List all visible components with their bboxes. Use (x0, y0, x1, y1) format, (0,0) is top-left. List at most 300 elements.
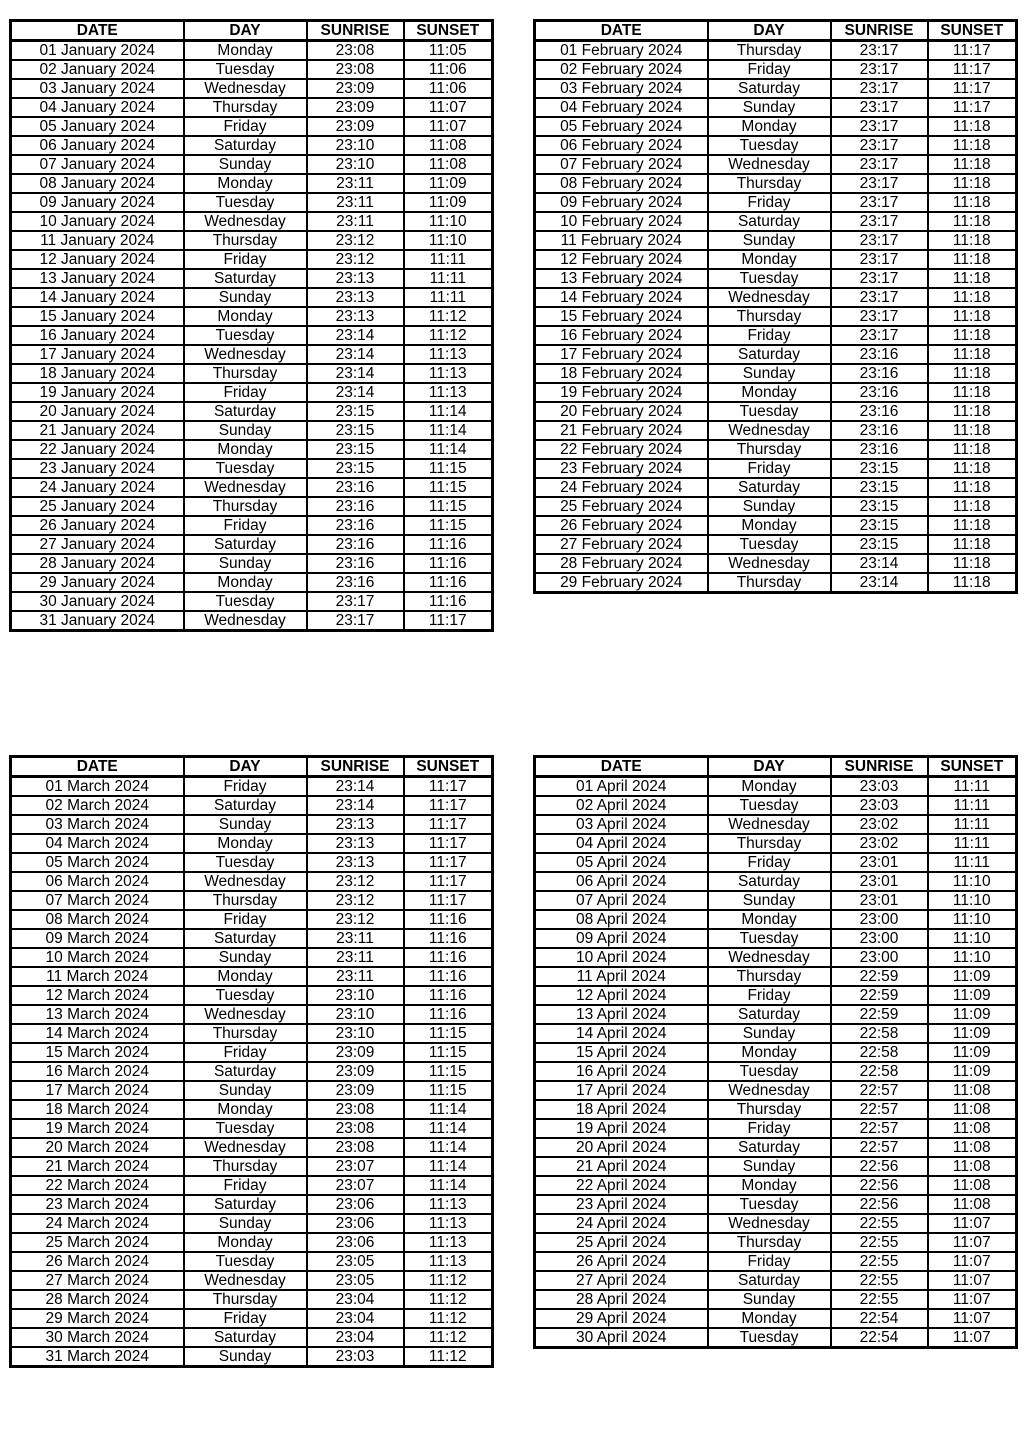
day-cell: Sunday (184, 815, 307, 834)
sunrise-cell: 22:54 (831, 1309, 928, 1328)
table-row (11, 155, 493, 174)
day-cell: Tuesday (708, 929, 831, 948)
day-cell: Thursday (184, 1024, 307, 1043)
day-cell: Monday (184, 440, 307, 459)
table-row (535, 1157, 1017, 1176)
sunset-cell: 11:05 (404, 41, 493, 61)
day-cell: Monday (184, 834, 307, 853)
sunset-cell: 11:10 (928, 948, 1017, 967)
sunrise-cell: 23:04 (307, 1328, 404, 1347)
sunrise-cell: 23:17 (307, 611, 404, 631)
sunrise-cell: 22:56 (831, 1157, 928, 1176)
date-cell: 24 February 2024 (535, 478, 708, 497)
sunrise-cell: 23:10 (307, 155, 404, 174)
date-cell: 26 April 2024 (535, 1252, 708, 1271)
sunrise-cell: 23:16 (831, 345, 928, 364)
date-cell: 23 April 2024 (535, 1195, 708, 1214)
day-cell: Saturday (708, 478, 831, 497)
sunrise-cell: 22:55 (831, 1252, 928, 1271)
date-cell: 21 January 2024 (11, 421, 184, 440)
sunset-cell: 11:18 (928, 497, 1017, 516)
date-cell: 15 April 2024 (535, 1043, 708, 1062)
sunrise-cell: 23:09 (307, 1081, 404, 1100)
day-cell: Thursday (184, 364, 307, 383)
sunset-cell: 11:18 (928, 307, 1017, 326)
day-cell: Friday (184, 777, 307, 797)
sunrise-cell: 22:55 (831, 1271, 928, 1290)
table-row (535, 79, 1017, 98)
sunset-header: SUNSET (928, 21, 1017, 41)
date-cell: 22 January 2024 (11, 440, 184, 459)
table-row (11, 573, 493, 592)
day-cell: Sunday (708, 98, 831, 117)
table-row (11, 554, 493, 573)
day-cell: Sunday (708, 1290, 831, 1309)
sunset-cell: 11:07 (928, 1252, 1017, 1271)
sunset-cell: 11:09 (928, 1024, 1017, 1043)
date-cell: 24 April 2024 (535, 1214, 708, 1233)
sunset-cell: 11:17 (404, 834, 493, 853)
sunrise-cell: 23:14 (831, 573, 928, 593)
sunrise-cell: 23:02 (831, 834, 928, 853)
sunset-cell: 11:14 (404, 1157, 493, 1176)
sunset-cell: 11:18 (928, 364, 1017, 383)
sunrise-cell: 23:13 (307, 269, 404, 288)
sunset-cell: 11:07 (928, 1271, 1017, 1290)
day-cell: Saturday (708, 1271, 831, 1290)
day-cell: Tuesday (708, 1195, 831, 1214)
sunrise-cell: 23:08 (307, 41, 404, 61)
table-row (535, 402, 1017, 421)
sunset-cell: 11:18 (928, 535, 1017, 554)
date-cell: 07 February 2024 (535, 155, 708, 174)
date-cell: 06 February 2024 (535, 136, 708, 155)
date-cell: 17 April 2024 (535, 1081, 708, 1100)
sunset-cell: 11:15 (404, 1024, 493, 1043)
table-row (11, 212, 493, 231)
sunrise-cell: 23:13 (307, 288, 404, 307)
sunset-cell: 11:10 (928, 910, 1017, 929)
day-cell: Friday (184, 516, 307, 535)
date-cell: 21 March 2024 (11, 1157, 184, 1176)
sunrise-cell: 23:13 (307, 815, 404, 834)
day-cell: Monday (708, 1043, 831, 1062)
date-cell: 29 April 2024 (535, 1309, 708, 1328)
sunrise-cell: 22:57 (831, 1081, 928, 1100)
day-cell: Saturday (708, 1138, 831, 1157)
table-row (535, 193, 1017, 212)
sunset-cell: 11:18 (928, 326, 1017, 345)
sunrise-cell: 23:14 (831, 554, 928, 573)
date-cell: 12 January 2024 (11, 250, 184, 269)
sunset-cell: 11:06 (404, 60, 493, 79)
sunrise-cell: 23:02 (831, 815, 928, 834)
sunrise-cell: 23:09 (307, 79, 404, 98)
table-row (11, 421, 493, 440)
sunrise-cell: 23:03 (831, 777, 928, 797)
table-row (535, 777, 1017, 797)
date-cell: 18 February 2024 (535, 364, 708, 383)
sunset-cell: 11:15 (404, 1081, 493, 1100)
sunset-cell: 11:18 (928, 573, 1017, 593)
table-row (11, 269, 493, 288)
day-cell: Wednesday (708, 815, 831, 834)
day-cell: Wednesday (708, 1081, 831, 1100)
sunrise-cell: 23:05 (307, 1252, 404, 1271)
sunset-cell: 11:11 (928, 815, 1017, 834)
sunrise-cell: 23:16 (307, 478, 404, 497)
date-cell: 28 April 2024 (535, 1290, 708, 1309)
sunrise-cell: 23:15 (831, 478, 928, 497)
sunrise-cell: 23:04 (307, 1309, 404, 1328)
sunset-cell: 11:14 (404, 1100, 493, 1119)
table-row (11, 440, 493, 459)
sunrise-cell: 23:16 (831, 440, 928, 459)
sunrise-cell: 23:17 (307, 592, 404, 611)
sunrise-cell: 23:10 (307, 136, 404, 155)
sunset-cell: 11:18 (928, 383, 1017, 402)
date-cell: 30 March 2024 (11, 1328, 184, 1347)
sunrise-cell: 23:17 (831, 60, 928, 79)
date-cell: 12 February 2024 (535, 250, 708, 269)
day-cell: Thursday (708, 1233, 831, 1252)
sunrise-cell: 22:58 (831, 1043, 928, 1062)
day-cell: Thursday (184, 231, 307, 250)
day-cell: Saturday (708, 872, 831, 891)
sun-table-january (9, 19, 494, 632)
date-cell: 27 April 2024 (535, 1271, 708, 1290)
day-cell: Tuesday (708, 136, 831, 155)
day-cell: Wednesday (708, 554, 831, 573)
day-cell: Tuesday (708, 402, 831, 421)
date-cell: 19 March 2024 (11, 1119, 184, 1138)
date-cell: 02 February 2024 (535, 60, 708, 79)
sunrise-cell: 23:01 (831, 891, 928, 910)
sunset-cell: 11:18 (928, 212, 1017, 231)
day-cell: Thursday (184, 497, 307, 516)
sunset-cell: 11:10 (928, 872, 1017, 891)
sunset-cell: 11:16 (404, 967, 493, 986)
sunset-cell: 11:08 (404, 155, 493, 174)
sunset-cell: 11:13 (404, 1214, 493, 1233)
sunset-cell: 11:17 (404, 872, 493, 891)
table-row (535, 212, 1017, 231)
day-cell: Tuesday (708, 796, 831, 815)
date-cell: 24 March 2024 (11, 1214, 184, 1233)
sunset-cell: 11:14 (404, 1119, 493, 1138)
sunset-cell: 11:16 (404, 573, 493, 592)
day-cell: Tuesday (184, 986, 307, 1005)
table-row (11, 948, 493, 967)
day-cell: Sunday (184, 948, 307, 967)
table-row (535, 516, 1017, 535)
sunrise-cell: 22:59 (831, 986, 928, 1005)
sunset-cell: 11:08 (928, 1176, 1017, 1195)
day-cell: Saturday (708, 1005, 831, 1024)
day-cell: Tuesday (184, 60, 307, 79)
sunrise-cell: 23:06 (307, 1214, 404, 1233)
table-row (11, 516, 493, 535)
table-row (11, 41, 493, 61)
table-row (535, 1005, 1017, 1024)
day-cell: Wednesday (708, 1214, 831, 1233)
day-cell: Friday (184, 117, 307, 136)
sunset-cell: 11:12 (404, 1347, 493, 1367)
day-cell: Wednesday (184, 1005, 307, 1024)
sunrise-cell: 23:17 (831, 307, 928, 326)
sunset-cell: 11:15 (404, 459, 493, 478)
sunrise-cell: 23:07 (307, 1157, 404, 1176)
day-cell: Tuesday (184, 853, 307, 872)
sunset-cell: 11:18 (928, 288, 1017, 307)
day-cell: Sunday (184, 1347, 307, 1367)
date-cell: 10 April 2024 (535, 948, 708, 967)
day-cell: Wednesday (708, 155, 831, 174)
sunset-cell: 11:08 (404, 136, 493, 155)
date-cell: 12 March 2024 (11, 986, 184, 1005)
day-cell: Tuesday (708, 1328, 831, 1348)
sunset-cell: 11:07 (928, 1233, 1017, 1252)
table-row (11, 478, 493, 497)
table-row (11, 345, 493, 364)
day-cell: Friday (184, 383, 307, 402)
sunrise-cell: 23:17 (831, 98, 928, 117)
table-row (11, 592, 493, 611)
sunset-cell: 11:12 (404, 307, 493, 326)
sunrise-cell: 23:00 (831, 948, 928, 967)
sunrise-cell: 23:15 (307, 440, 404, 459)
sunset-cell: 11:11 (928, 796, 1017, 815)
date-cell: 15 March 2024 (11, 1043, 184, 1062)
table-row (11, 193, 493, 212)
day-cell: Saturday (708, 212, 831, 231)
table-row (11, 611, 493, 631)
sunrise-cell: 23:14 (307, 777, 404, 797)
table-row (535, 1062, 1017, 1081)
table-row (11, 1290, 493, 1309)
sunset-cell: 11:16 (404, 929, 493, 948)
sunrise-cell: 23:17 (831, 212, 928, 231)
table-row (535, 326, 1017, 345)
date-cell: 20 April 2024 (535, 1138, 708, 1157)
table-row (535, 459, 1017, 478)
date-cell: 18 April 2024 (535, 1100, 708, 1119)
table-row (535, 440, 1017, 459)
day-header: DAY (184, 757, 307, 777)
date-cell: 13 March 2024 (11, 1005, 184, 1024)
table-row (11, 929, 493, 948)
sunrise-cell: 23:01 (831, 853, 928, 872)
day-cell: Saturday (184, 1195, 307, 1214)
sunset-cell: 11:12 (404, 1290, 493, 1309)
day-cell: Monday (708, 910, 831, 929)
date-cell: 10 March 2024 (11, 948, 184, 967)
date-cell: 31 March 2024 (11, 1347, 184, 1367)
day-cell: Saturday (184, 1062, 307, 1081)
sunset-cell: 11:14 (404, 440, 493, 459)
sunrise-cell: 23:13 (307, 834, 404, 853)
day-cell: Friday (708, 459, 831, 478)
date-cell: 04 January 2024 (11, 98, 184, 117)
table-row (11, 1100, 493, 1119)
sunrise-cell: 22:58 (831, 1062, 928, 1081)
table-row (11, 136, 493, 155)
sunset-header: SUNSET (928, 757, 1017, 777)
sunset-cell: 11:07 (928, 1309, 1017, 1328)
day-cell: Friday (708, 853, 831, 872)
date-cell: 15 February 2024 (535, 307, 708, 326)
day-cell: Friday (184, 1309, 307, 1328)
table-row (11, 1214, 493, 1233)
sunrise-cell: 23:08 (307, 1100, 404, 1119)
sunrise-cell: 23:09 (307, 1062, 404, 1081)
sunrise-cell: 23:06 (307, 1195, 404, 1214)
sunrise-cell: 23:12 (307, 872, 404, 891)
sunrise-cell: 23:14 (307, 326, 404, 345)
sunset-cell: 11:16 (404, 986, 493, 1005)
sunrise-cell: 23:11 (307, 929, 404, 948)
sunrise-cell: 23:16 (307, 535, 404, 554)
date-cell: 31 January 2024 (11, 611, 184, 631)
date-cell: 07 January 2024 (11, 155, 184, 174)
day-cell: Sunday (708, 497, 831, 516)
table-row (11, 910, 493, 929)
day-cell: Monday (708, 516, 831, 535)
date-cell: 21 February 2024 (535, 421, 708, 440)
day-cell: Saturday (184, 535, 307, 554)
sunrise-cell: 23:08 (307, 1138, 404, 1157)
sunrise-cell: 23:15 (831, 535, 928, 554)
sunrise-cell: 23:00 (831, 910, 928, 929)
table-row (535, 269, 1017, 288)
sunrise-cell: 22:56 (831, 1195, 928, 1214)
sunrise-cell: 23:15 (307, 421, 404, 440)
date-cell: 14 January 2024 (11, 288, 184, 307)
day-cell: Wednesday (184, 212, 307, 231)
table-row (535, 1214, 1017, 1233)
sunset-cell: 11:14 (404, 1176, 493, 1195)
sunrise-cell: 23:11 (307, 193, 404, 212)
sunset-cell: 11:15 (404, 516, 493, 535)
sunrise-cell: 23:17 (831, 269, 928, 288)
sunrise-cell: 23:01 (831, 872, 928, 891)
date-cell: 22 March 2024 (11, 1176, 184, 1195)
sunset-cell: 11:13 (404, 1233, 493, 1252)
date-cell: 25 April 2024 (535, 1233, 708, 1252)
sunset-cell: 11:07 (404, 98, 493, 117)
day-cell: Monday (708, 117, 831, 136)
date-cell: 21 April 2024 (535, 1157, 708, 1176)
table-row (535, 1024, 1017, 1043)
table-row (535, 967, 1017, 986)
date-cell: 13 February 2024 (535, 269, 708, 288)
date-cell: 30 January 2024 (11, 592, 184, 611)
sunrise-cell: 23:03 (831, 796, 928, 815)
day-cell: Tuesday (708, 535, 831, 554)
sunrise-cell: 23:17 (831, 326, 928, 345)
sun-table-february (533, 19, 1018, 594)
sunrise-cell: 23:15 (831, 516, 928, 535)
day-cell: Sunday (184, 155, 307, 174)
sunrise-cell: 23:14 (307, 345, 404, 364)
day-cell: Sunday (184, 554, 307, 573)
sunrise-cell: 22:57 (831, 1100, 928, 1119)
day-cell: Tuesday (184, 193, 307, 212)
sunset-cell: 11:13 (404, 364, 493, 383)
sunrise-header: SUNRISE (307, 21, 404, 41)
day-cell: Monday (708, 1176, 831, 1195)
table-row (535, 345, 1017, 364)
sunrise-cell: 23:17 (831, 155, 928, 174)
date-cell: 15 January 2024 (11, 307, 184, 326)
date-cell: 02 January 2024 (11, 60, 184, 79)
table-header-row (535, 21, 1017, 41)
sunrise-cell: 23:16 (831, 383, 928, 402)
date-cell: 22 February 2024 (535, 440, 708, 459)
date-cell: 25 March 2024 (11, 1233, 184, 1252)
date-cell: 03 April 2024 (535, 815, 708, 834)
sunset-cell: 11:16 (404, 910, 493, 929)
table-row (535, 383, 1017, 402)
sunset-cell: 11:09 (928, 1043, 1017, 1062)
table-row (11, 872, 493, 891)
sunset-cell: 11:18 (928, 231, 1017, 250)
sunset-cell: 11:10 (404, 212, 493, 231)
date-cell: 29 January 2024 (11, 573, 184, 592)
date-cell: 16 January 2024 (11, 326, 184, 345)
sunset-cell: 11:15 (404, 497, 493, 516)
day-cell: Monday (708, 250, 831, 269)
sunset-cell: 11:17 (928, 60, 1017, 79)
day-cell: Wednesday (708, 421, 831, 440)
day-cell: Friday (184, 250, 307, 269)
sunset-cell: 11:16 (404, 535, 493, 554)
sunrise-cell: 23:17 (831, 250, 928, 269)
sunset-cell: 11:07 (404, 117, 493, 136)
sunrise-cell: 22:56 (831, 1176, 928, 1195)
table-row (535, 554, 1017, 573)
table-row (11, 1024, 493, 1043)
sunrise-cell: 23:17 (831, 79, 928, 98)
sunset-cell: 11:17 (928, 79, 1017, 98)
sunset-cell: 11:17 (404, 796, 493, 815)
sunset-cell: 11:13 (404, 1195, 493, 1214)
table-row (11, 459, 493, 478)
date-cell: 16 February 2024 (535, 326, 708, 345)
sunrise-cell: 22:58 (831, 1024, 928, 1043)
date-cell: 28 February 2024 (535, 554, 708, 573)
day-cell: Saturday (708, 79, 831, 98)
date-cell: 17 March 2024 (11, 1081, 184, 1100)
date-cell: 08 March 2024 (11, 910, 184, 929)
day-cell: Thursday (708, 967, 831, 986)
table-row (11, 1176, 493, 1195)
sunrise-cell: 23:05 (307, 1271, 404, 1290)
day-cell: Sunday (708, 364, 831, 383)
sunrise-cell: 23:12 (307, 891, 404, 910)
sunset-cell: 11:11 (404, 288, 493, 307)
day-cell: Saturday (184, 136, 307, 155)
table-row (535, 929, 1017, 948)
day-cell: Tuesday (184, 592, 307, 611)
table-row (535, 1309, 1017, 1328)
table-row (535, 478, 1017, 497)
day-cell: Sunday (708, 1157, 831, 1176)
sunset-cell: 11:18 (928, 421, 1017, 440)
sunset-cell: 11:17 (928, 41, 1017, 61)
date-cell: 28 March 2024 (11, 1290, 184, 1309)
day-cell: Friday (708, 60, 831, 79)
